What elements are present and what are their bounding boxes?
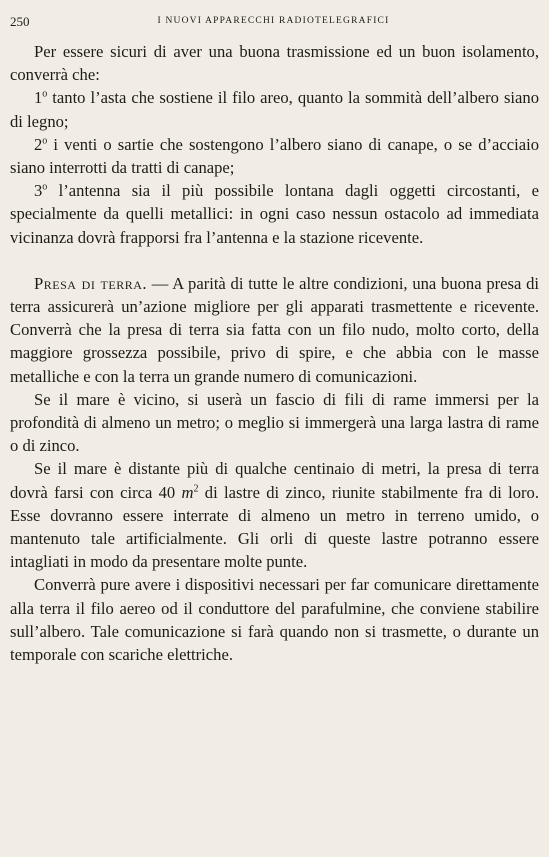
list-item-2 (10, 133, 539, 179)
list-text: l’antenna sia il più possibile lontana dagli oggetti circostanti, e specialmente da quelli metallici: in ogni caso nessun ostacolo ad immediata vicinanza dovrà frapporsi fra l’antenna e la stazione ricevente. (10, 181, 539, 247)
unit-symbol: m (181, 482, 194, 502)
final-paragraph: Converrà pure avere i dispositivi necessari per far comunicare direttamente alla terra il filo aereo od il conduttore del parafulmine, che conviene stabilire sull’albero. Tale comunicazione si farà quando non si trasmette, o durante un temporale con scariche elettriche. (10, 575, 539, 665)
page-number: 250 (10, 14, 30, 29)
ordinal-mark: o (42, 88, 48, 100)
list-number: 3 (34, 181, 43, 201)
paragraph-mare-vicino: Se il mare è vicino, si userà un fascio di fili di rame immersi per la profondità di almeno un metro; o meglio si immergerà una larga lastra di rame o di zinco. (10, 389, 539, 456)
running-title: I NUOVI APPARECCHI RADIOTELEGRAFICI (157, 16, 390, 26)
section-paragraph (10, 272, 539, 388)
unit-exponent: 2 (193, 483, 199, 495)
intro-paragraph: Per essere sicuri di aver una buona trasmissione ed un buon isolamento, converrà che: (10, 42, 539, 85)
ordinal-mark: o (42, 181, 48, 193)
list-item-3 (10, 179, 539, 249)
list-number: 2 (34, 134, 43, 154)
text-segment: di lastre di zinco, riunite stabilmente fra di loro. Esse dovranno essere interrate di almeno un metro in terreno umido, o mantenuto tale artificialmente. Gli orli di queste lastre potranno essere intagliati in modo da presentare molte punte. (10, 482, 540, 572)
list-text: tanto l’asta che sostiene il filo areo, quanto la sommità dell’albero siano di legno; (10, 88, 539, 131)
section-text: — A parità di tutte le altre condizioni, una buona presa di terra assicurerà un’azione migliore per gli apparati trasmettente e ricevente. Converrà che la presa di terra sia fatta con un filo nudo, molto corto, della maggiore grossezza possibile, privo di spire, e che abbia con le masse metalliche e con la terra un grande numero di comunicazioni. (10, 273, 539, 386)
list-number: 1 (34, 88, 43, 108)
text-segment: Se il mare è distante più di qualche centinaio di metri, la presa di terra dovrà farsi con circa 40 (10, 459, 539, 502)
list-item-1 (10, 86, 539, 132)
running-head (10, 14, 537, 30)
list-text: i venti o sartie che sostengono l’albero siano di canape, o se d’acciaio siano interrotti da tratti di canape; (10, 134, 539, 178)
body-text (10, 40, 539, 666)
paragraph-mare-distante (10, 457, 539, 573)
section-break (10, 249, 539, 272)
ordinal-mark: o (42, 135, 48, 147)
section-heading: Presa di terra. (34, 273, 148, 293)
